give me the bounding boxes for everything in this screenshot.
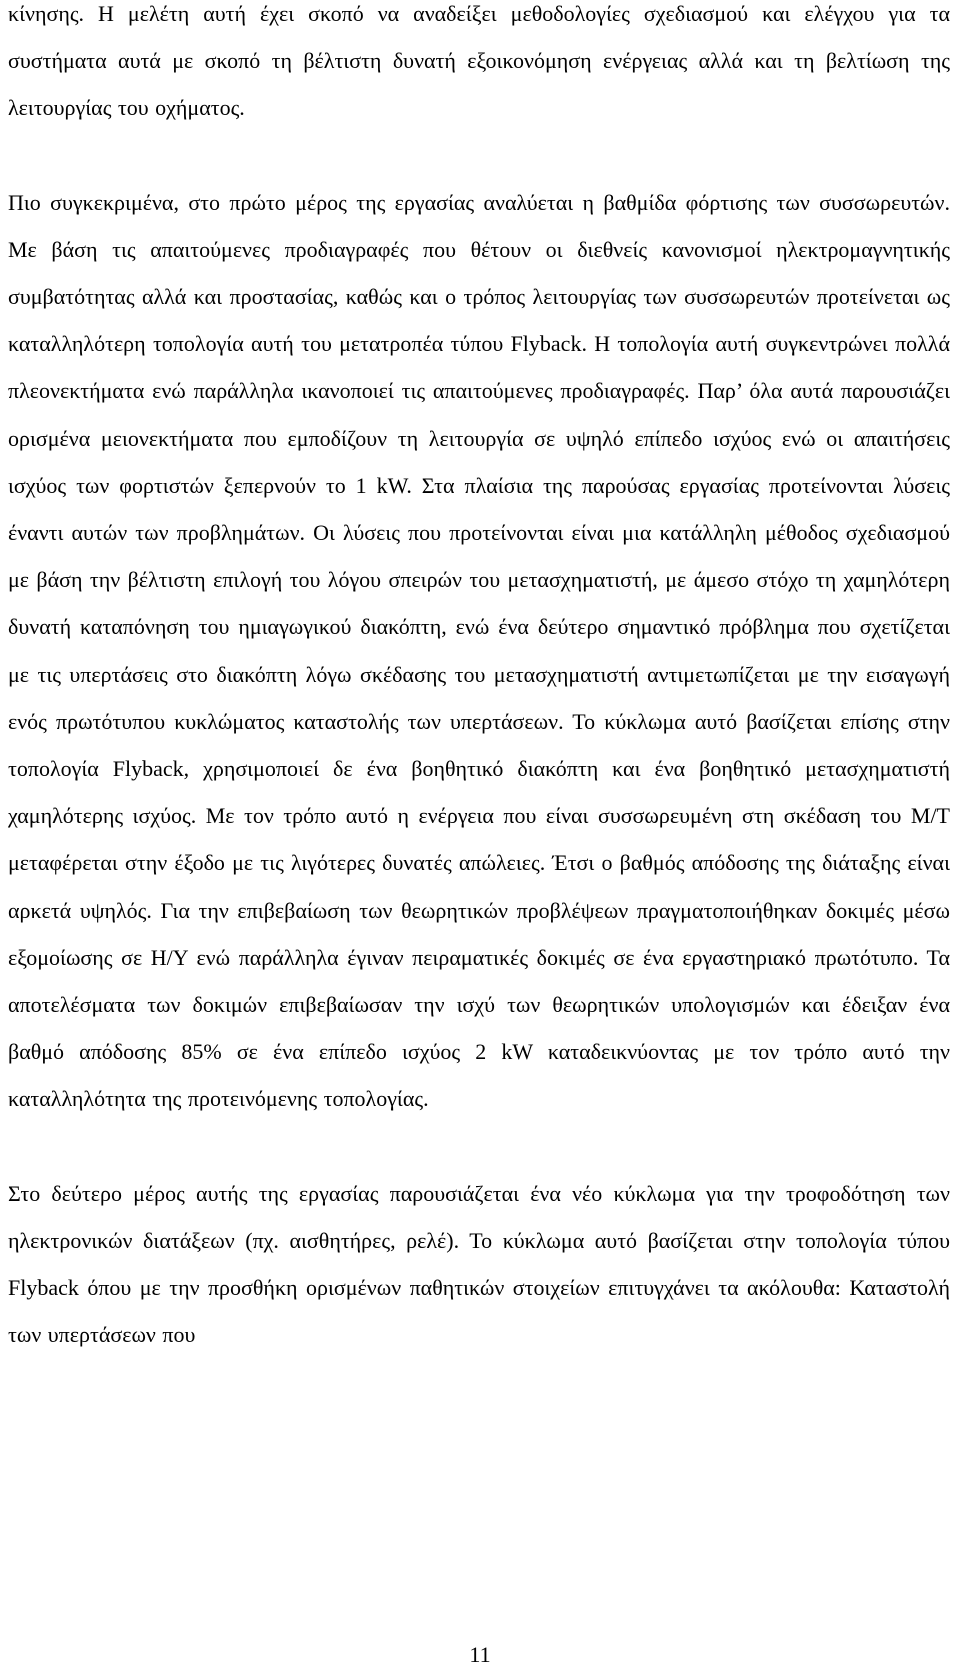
page-number: 11 — [469, 1642, 491, 1667]
paragraph-second-part: Στο δεύτερο μέρος αυτής της εργασίας παρουσιάζεται ένα νέο κύκλωμα για την τροφοδότηση των ηλεκτρονικών διατάξεων (πχ. αισθητήρες, ρελέ). Το κύκλωμα αυτό βασίζεται στην τοπολογία τύπου Flyback όπου με την προσθήκη ορισμένων παθητικών στοιχείων επιτυγχάνει τα ακόλουθα: Καταστολή των υπερτάσεων που — [8, 1180, 950, 1348]
document-page — [8, 0, 950, 1358]
paragraph-intro-continuation: κίνησης. Η μελέτη αυτή έχει σκοπό να αναδείξει μεθοδολογίες σχεδιασμού και ελέγχου για τα συστήματα αυτά με σκοπό τη βέλτιστη δυνατή εξοικονόμηση ενέργειας αλλά και τη βελτίωση της λειτουργίας του οχήματος. — [8, 1, 950, 121]
paragraph-charging-stage: Πιο συγκεκριμένα, στο πρώτο μέρος της εργασίας αναλύεται η βαθμίδα φόρτισης των συσσωρευτών. Με βάση τις απαιτούμενες προδιαγραφές που θέτουν οι διεθνείς κανονισμοί ηλεκτρομαγνητικής συμβατότητας αλλά και προστασίας, καθώς και ο τρόπος λειτουργίας των συσσωρευτών προτείνεται ως καταλληλότερη τοπολογία αυτή του μετατροπέα τύπου Flyback. Η τοπολογία αυτή συγκεντρώνει πολλά πλεονεκτήματα ενώ παράλληλα ικανοποιεί τις απαιτούμενες προδιαγραφές. Παρ’ όλα αυτά παρουσιάζει ορισμένα μειονεκτήματα που εμποδίζουν τη λειτουργία σε υψηλό επίπεδο ισχύος ενώ οι απαιτήσεις ισχύος των φορτιστών ξεπερνούν το 1 kW. Στα πλαίσια της παρούσας εργασίας προτείνονται λύσεις έναντι αυτών των προβλημάτων. Οι λύσεις που προτείνονται είναι μια κατάλληλη μέθοδος σχεδιασμού με βάση την βέλτιστη επιλογή του λόγου σπειρών του μετασχηματιστή, με άμεσο στόχο τη χαμηλότερη δυνατή καταπόνηση του ημιαγωγικού διακόπτη, ενώ ένα δεύτερο σημαντικό πρόβλημα που σχετίζεται με τις υπερτάσεις στο διακόπτη λόγω σκέδασης του μετασχηματιστή αντιμετωπίζεται με την εισαγωγή ενός πρωτότυπου κυκλώματος καταστολής των υπερτάσεων. Το κύκλωμα αυτό βασίζεται επίσης στην τοπολογία Flyback, χρησιμοποιεί δε ένα βοηθητικό διακόπτη και ένα βοηθητικό μετασχηματιστή χαμηλότερης ισχύος. Με τον τρόπο αυτό η ενέργεια που είναι συσσωρευμένη στη σκέδαση του Μ/Τ μεταφέρεται στην έξοδο με τις λιγότερες δυνατές απώλειες. Έτσι ο βαθμός απόδοσης της διάταξης είναι αρκετά υψηλός. Για την επιβεβαίωση των θεωρητικών προβλέψεων πραγματοποιήθηκαν δοκιμές μέσω εξομοίωσης σε Η/Υ ενώ παράλληλα έγιναν πειραματικές δοκιμές σε ένα εργαστηριακό πρωτότυπο. Τα αποτελέσματα των δοκιμών επιβεβαίωσαν την ισχύ των θεωρητικών υπολογισμών και έδειξαν ένα βαθμό απόδοσης 85% σε ένα επίπεδο ισχύος 2 kW καταδεικνύοντας με τον τρόπο αυτό την καταλληλότητα της προτεινόμενης τοπολογίας. — [8, 189, 950, 1112]
